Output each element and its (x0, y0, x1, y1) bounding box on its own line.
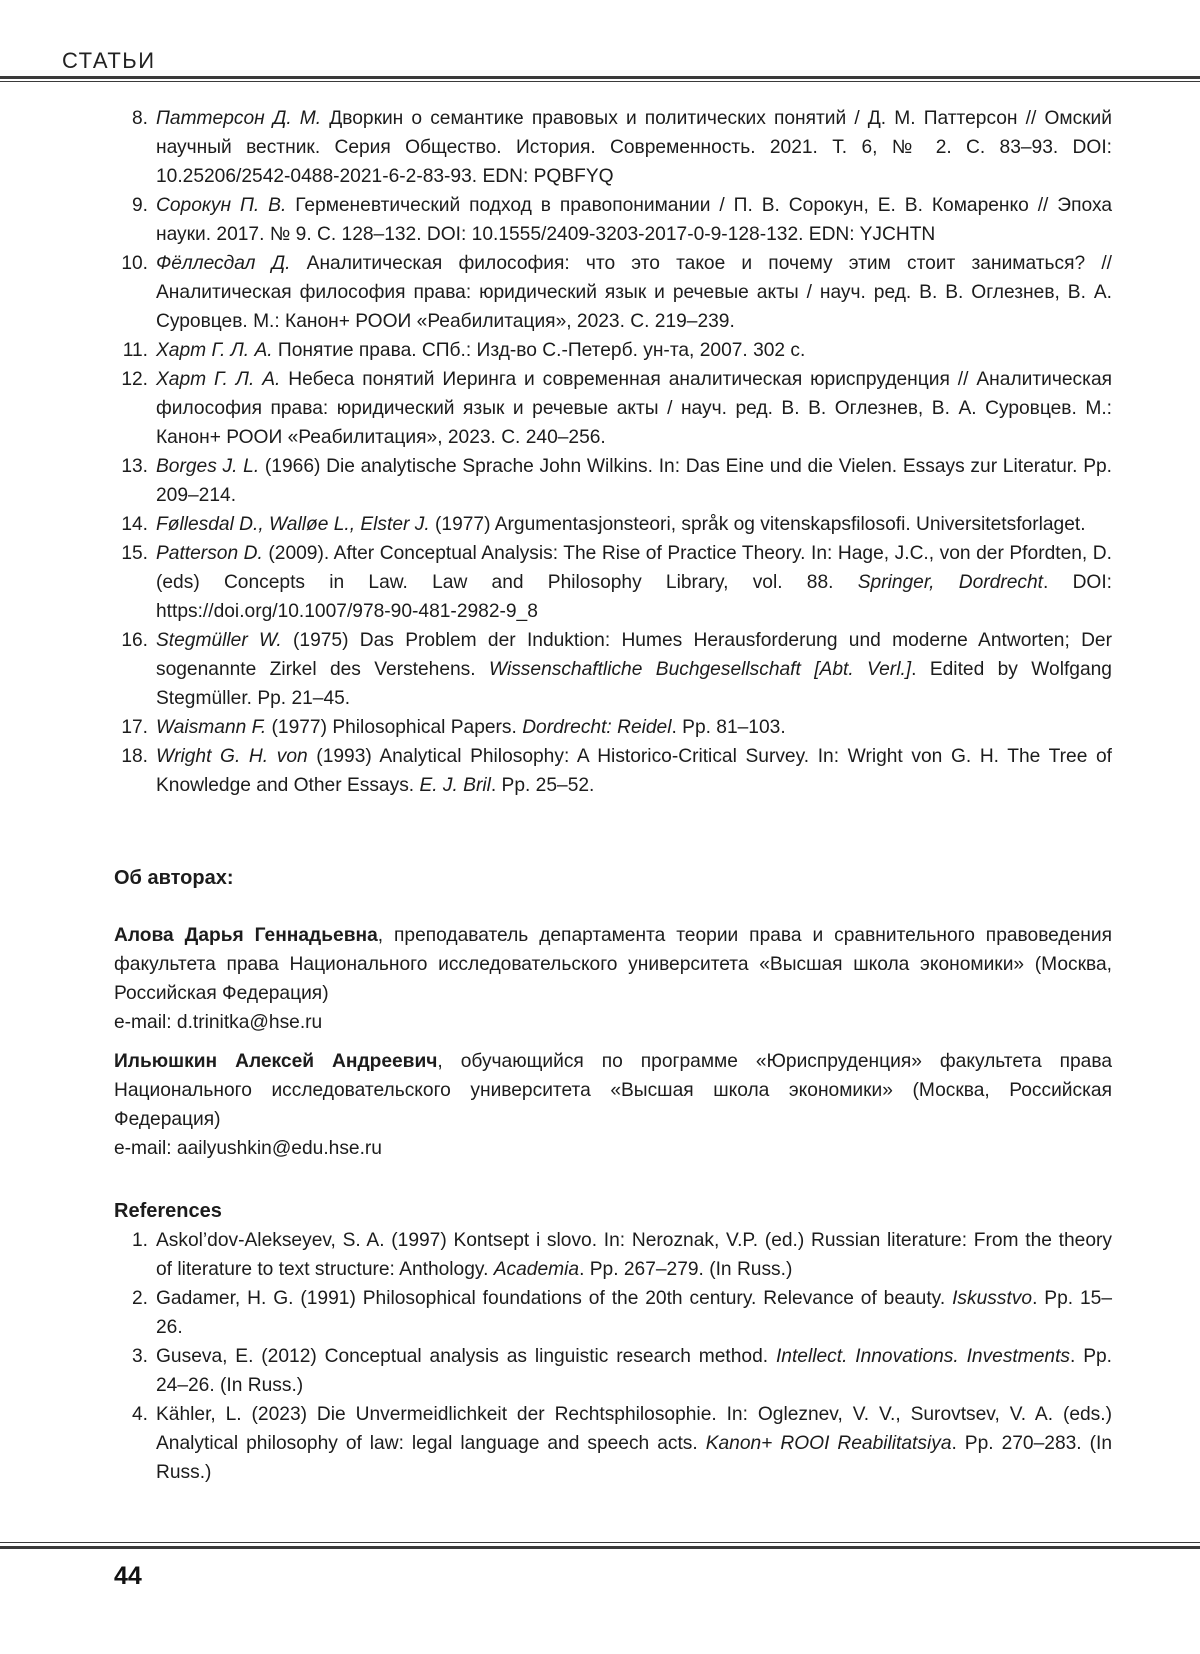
reference-number: 17. (121, 717, 148, 738)
reference-author: Wright G. H. von (156, 746, 308, 767)
running-head: СТАТЬИ (62, 48, 156, 73)
reference-publisher: Iskusstvo (952, 1288, 1033, 1309)
page-number: 44 (114, 1562, 142, 1590)
reference-item (114, 626, 1112, 713)
reference-item (114, 1226, 1112, 1284)
reference-number: 8. (131, 108, 148, 129)
reference-number: 18. (121, 746, 148, 767)
reference-publisher: Intellect. Innovations. Investments (775, 1346, 1071, 1367)
reference-number: 10. (121, 253, 148, 274)
reference-tail: . Pp. 81–103. (671, 717, 786, 738)
reference-item (114, 539, 1112, 626)
reference-text: (1975) Das Problem der Induktion: Humes Herausforderung und moderne Antworten; Der sogenannte Zirkel des Verstehens. (156, 630, 1112, 680)
reference-text: Небеса понятий Иеринга и современная аналитическая юриспруденция // Аналитическая философия права: юридический язык и речевые акты / науч. ред. В. В. Оглезнев, В. А. Суровцев. М.: Канон+ РООИ «Реабилитация», 2023. С. 240–256. (156, 369, 1113, 448)
reference-text: (2009). After Conceptual Analysis: The Rise of Practice Theory. In: Hage, J.C., von der Pfordten, D. (eds) Concepts in Law. Law and Philosophy Library, vol. 88. (156, 543, 1112, 593)
reference-publisher: Dordrecht: Reidel (522, 717, 672, 738)
reference-text: (1977) Philosophical Papers. (266, 717, 523, 738)
reference-author: Patterson D. (156, 543, 263, 564)
reference-item (114, 510, 1112, 539)
author-email: e-mail: d.trinitka@hse.ru (114, 1012, 323, 1033)
reference-author: Харт Г. Л. А. (156, 369, 281, 390)
reference-number: 11. (122, 340, 148, 361)
reference-text: Guseva, E. (2012) Conceptual analysis as linguistic research method. (156, 1346, 776, 1367)
reference-number: 15. (121, 543, 148, 564)
reference-item (114, 191, 1112, 249)
reference-number: 1. (131, 1230, 148, 1251)
reference-tail: . Pp. 267–279. (In Russ.) (579, 1259, 793, 1280)
reference-item (114, 1342, 1112, 1400)
reference-publisher: Wissenschaftliche Buchgesellschaft [Abt. Verl.] (489, 659, 912, 680)
author-email: e-mail: aailyushkin@edu.hse.ru (114, 1138, 382, 1159)
reference-list-ru (114, 104, 1112, 800)
reference-text: Дворкин о семантике правовых и политических понятий / Д. М. Паттерсон // Омский научный вестник. Серия Общество. История. Современность. 2021. Т. 6, № 2. С. 83–93. DOI: 10.25206/2542-0488-2021-6-2-83-93. EDN: PQBFYQ (156, 108, 1112, 187)
reference-author: Borges J. L. (156, 456, 260, 477)
reference-tail: . Edited by Wolfgang Stegmüller. Pp. 21–45. (156, 659, 1112, 709)
reference-author: Сорокун П. В. (156, 195, 287, 216)
reference-tail: . Pp. 15–26. (156, 1288, 1112, 1338)
reference-text: Герменевтический подход в правопонимании / П. В. Сорокун, Е. В. Комаренко // Эпоха науки. 2017. № 9. С. 128–132. DOI: 10.1555/2409-3203-2017-0-9-128-132. EDN: YJCHTN (156, 195, 1112, 245)
reference-tail: . DOI: https://doi.org/10.1007/978-90-481-2982-9_8 (156, 572, 1113, 622)
reference-number: 14. (121, 514, 148, 535)
reference-publisher: Springer, Dordrecht (857, 572, 1043, 593)
author-description: , обучающийся по программе «Юриспруденция» факультета права Национального исследовательского университета «Высшая школа экономики» (Москва, Российская Федерация) (114, 1051, 1112, 1130)
reference-item (114, 365, 1112, 452)
reference-publisher: Academia (493, 1259, 580, 1280)
reference-number: 3. (131, 1346, 148, 1367)
reference-item (114, 336, 1112, 365)
reference-tail: . Pp. 270–283. (In Russ.) (156, 1433, 1112, 1483)
reference-text: (1977) Argumentasjonsteori, språk og vitenskapsfilosofi. Universitetsforlaget. (429, 514, 1086, 535)
header-rule-thin (0, 81, 1200, 82)
reference-number: 9. (131, 195, 148, 216)
reference-text: (1966) Die analytische Sprache John Wilkins. In: Das Eine und die Vielen. Essays zur Literatur. Pp. 209–214. (156, 456, 1112, 506)
author-name: Ильюшкин Алексей Андреевич (114, 1051, 438, 1072)
page-content (114, 104, 1112, 1487)
reference-number: 12. (121, 369, 148, 390)
reference-tail: . Pp. 25–52. (490, 775, 595, 796)
reference-author: Føllesdal D., Walløe L., Elster J. (156, 514, 430, 535)
author-name: Алова Дарья Геннадьевна (114, 925, 378, 946)
reference-text: Понятие права. СПб.: Изд-во С.-Петерб. ун-та, 2007. 302 с. (272, 340, 806, 361)
reference-publisher: E. J. Bril (419, 775, 491, 796)
reference-author: Паттерсон Д. М. (156, 108, 322, 129)
header-rule (0, 76, 1200, 79)
author-bio (114, 921, 1112, 1008)
reference-item (114, 452, 1112, 510)
reference-item (114, 713, 1112, 742)
references-heading: References (114, 1200, 222, 1222)
reference-list-en (114, 1226, 1112, 1487)
reference-author: Фёллесдал Д. (156, 253, 291, 274)
footer-rule (0, 1546, 1200, 1549)
authors-heading: Об авторах: (114, 867, 234, 889)
reference-text: Аналитическая философия: что это такое и почему этим стоит заниматься? // Аналитическая философия права: юридический язык и речевые акты / науч. ред. В. В. Оглезнев, В. А. Суровцев. М.: Канон+ РООИ «Реабилитация», 2023. С. 219–239. (156, 253, 1112, 332)
reference-number: 2. (131, 1288, 148, 1309)
reference-publisher: Kanon+ ROOI Reabilitatsiya (705, 1433, 952, 1454)
reference-text: Kähler, L. (2023) Die Unvermeidlichkeit der Rechtsphilosophie. In: Ogleznev, V. V., Surovtsev, V. A. (eds.) Analytical philosophy of law: legal language and speech acts. (156, 1404, 1112, 1454)
reference-item (114, 742, 1112, 800)
reference-tail: . Pp. 24–26. (In Russ.) (156, 1346, 1112, 1396)
reference-item (114, 1400, 1112, 1487)
reference-number: 13. (121, 456, 148, 477)
reference-author: Stegmüller W. (156, 630, 282, 651)
author-description: , преподаватель департамента теории права и сравнительного правоведения факультета права Национального исследовательского университета «Высшая школа экономики» (Москва, Российская Федерация) (114, 925, 1112, 1004)
reference-item (114, 104, 1112, 191)
reference-number: 4. (131, 1404, 148, 1425)
reference-text: Askol’dov-Alekseyev, S. A. (1997) Kontsept i slovo. In: Neroznak, V.P. (ed.) Russian literature: From the theory of literature to text structure: Anthology. (156, 1230, 1112, 1280)
footer-rule-thin (0, 1542, 1200, 1543)
author-bio (114, 1047, 1112, 1134)
reference-text: Gadamer, H. G. (1991) Philosophical foundations of the 20th century. Relevance of beauty. (156, 1288, 953, 1309)
reference-number: 16. (121, 630, 148, 651)
reference-item (114, 1284, 1112, 1342)
reference-author: Харт Г. Л. А. (156, 340, 273, 361)
reference-item (114, 249, 1112, 336)
reference-author: Waismann F. (156, 717, 267, 738)
reference-text: (1993) Analytical Philosophy: A Historico-Critical Survey. In: Wright von G. H. The Tree of Knowledge and Other Essays. (156, 746, 1112, 796)
